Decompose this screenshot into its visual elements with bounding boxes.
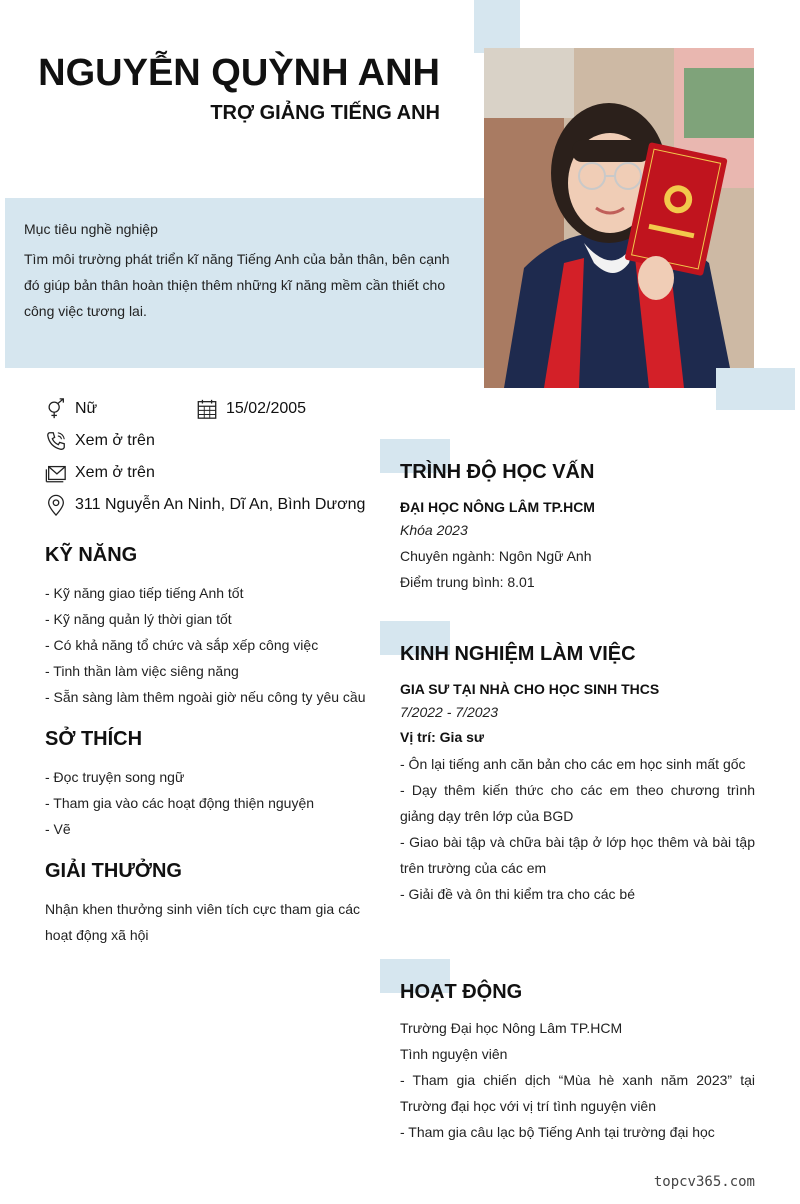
email-icon bbox=[45, 462, 67, 484]
phone-value: Xem ở trên bbox=[75, 432, 155, 449]
objective-text: Tìm môi trường phát triển kĩ năng Tiếng Anh của bản thân, bên cạnh đó giúp bản thân hoàn thiện thêm những kĩ năng mềm cần thiết cho công việc tương lai. bbox=[24, 251, 450, 319]
activities-role: Tình nguyện viên bbox=[400, 1046, 508, 1062]
experience-company: GIA SƯ TẠI NHÀ CHO HỌC SINH THCS bbox=[400, 681, 660, 697]
activities-list bbox=[400, 1015, 755, 1145]
skills-title: KỸ NĂNG bbox=[45, 544, 138, 566]
list-item: - Tinh thần làm việc siêng năng bbox=[45, 663, 239, 679]
list-item: - Có khả năng tổ chức và sắp xếp công việc bbox=[45, 637, 319, 653]
calendar-icon bbox=[196, 398, 218, 420]
accent-block-photo bbox=[716, 368, 795, 410]
list-item: - Sẵn sàng làm thêm ngoài giờ nếu công ty yêu cầu bbox=[45, 689, 366, 705]
list-item: - Ôn lại tiếng anh căn bản cho các em học sinh mất gốc bbox=[400, 756, 746, 772]
hobbies-title: SỞ THÍCH bbox=[45, 728, 143, 750]
education-details bbox=[400, 543, 592, 595]
contact-gender bbox=[45, 398, 97, 420]
list-item: - Tham gia chiến dịch “Mùa hè xanh năm 2023” tại Trường đại học với vị trí tình nguyện viên bbox=[400, 1072, 755, 1114]
list-item: - Kỹ năng quản lý thời gian tốt bbox=[45, 611, 232, 627]
candidate-role: TRỢ GIẢNG TIẾNG ANH bbox=[210, 102, 440, 124]
education-school: ĐẠI HỌC NÔNG LÂM TP.HCM bbox=[400, 499, 595, 515]
education-major: Chuyên ngành: Ngôn Ngữ Anh bbox=[400, 548, 592, 564]
education-period: Khóa 2023 bbox=[400, 522, 468, 538]
list-item: - Giao bài tập và chữa bài tập ở lớp học thêm và bài tập trên trường của các em bbox=[400, 834, 755, 876]
experience-list bbox=[400, 751, 755, 907]
list-item: - Dạy thêm kiến thức cho các em theo chương trình giảng dạy trên lớp của BGD bbox=[400, 782, 755, 824]
location-icon bbox=[45, 494, 67, 516]
accent-block-top bbox=[474, 0, 520, 53]
contact-email bbox=[45, 462, 155, 484]
list-item: - Vẽ bbox=[45, 821, 71, 837]
address-value: 311 Nguyễn An Ninh, Dĩ An, Bình Dương bbox=[75, 496, 366, 513]
hobbies-list bbox=[45, 764, 314, 842]
experience-position: Vị trí: Gia sư bbox=[400, 729, 485, 745]
profile-photo bbox=[484, 48, 754, 388]
birthday-value: 15/02/2005 bbox=[226, 400, 307, 417]
skills-list bbox=[45, 580, 365, 710]
experience-period: 7/2022 - 7/2023 bbox=[400, 704, 499, 720]
activities-org: Trường Đại học Nông Lâm TP.HCM bbox=[400, 1020, 623, 1036]
objective-title: Mục tiêu nghề nghiệp bbox=[24, 221, 158, 237]
gender-value: Nữ bbox=[75, 400, 98, 417]
gender-icon bbox=[45, 398, 67, 420]
education-title: TRÌNH ĐỘ HỌC VẤN bbox=[400, 461, 595, 483]
experience-title: KINH NGHIỆM LÀM VIỆC bbox=[400, 643, 636, 665]
education-gpa: Điểm trung bình: 8.01 bbox=[400, 574, 535, 590]
awards-title: GIẢI THƯỞNG bbox=[45, 860, 182, 882]
list-item: - Giải đề và ôn thi kiểm tra cho các bé bbox=[400, 886, 635, 902]
list-item: - Tham gia vào các hoạt động thiện nguyện bbox=[45, 795, 315, 811]
phone-icon bbox=[45, 430, 67, 452]
contact-phone bbox=[45, 430, 155, 452]
email-value: Xem ở trên bbox=[75, 464, 155, 481]
list-item: - Đọc truyện song ngữ bbox=[45, 769, 185, 785]
list-item: - Kỹ năng giao tiếp tiếng Anh tốt bbox=[45, 585, 244, 601]
contact-birthday bbox=[196, 398, 306, 420]
footer-brand: topcv365.com bbox=[653, 1174, 755, 1190]
list-item: - Tham gia câu lạc bộ Tiếng Anh tại trường đại học bbox=[400, 1124, 715, 1140]
contact-address bbox=[45, 494, 365, 516]
activities-title: HOẠT ĐỘNG bbox=[400, 981, 523, 1003]
candidate-name: NGUYỄN QUỲNH ANH bbox=[38, 52, 440, 94]
awards-text: Nhận khen thưởng sinh viên tích cực tham gia các hoạt động xã hội bbox=[45, 901, 360, 943]
graduation-portrait-illustration bbox=[484, 48, 754, 388]
